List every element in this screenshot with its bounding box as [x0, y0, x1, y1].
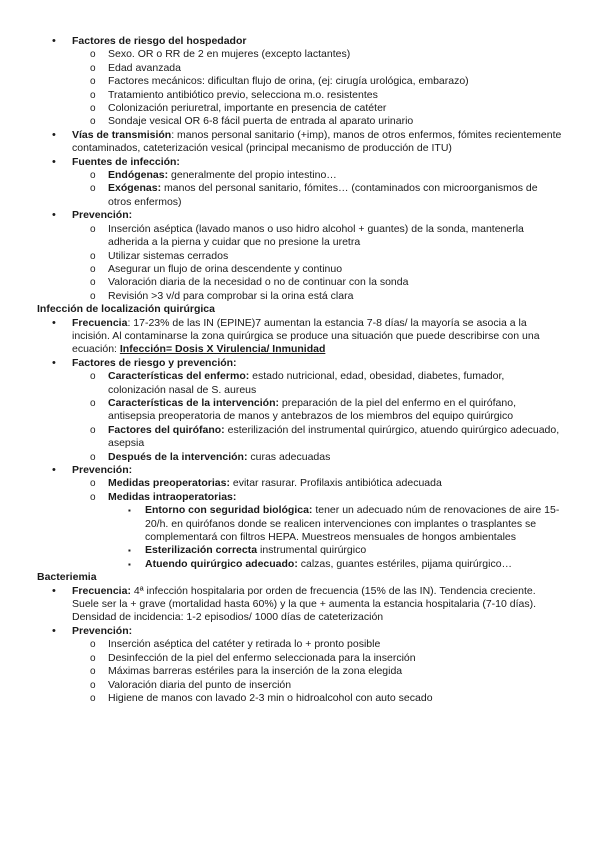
bullet-icon: o	[90, 424, 96, 436]
list-item	[0, 75, 599, 88]
text-run: Vías de transmisión	[72, 128, 172, 141]
bullet-icon: o	[90, 397, 96, 409]
bullet-icon: o	[90, 263, 96, 275]
bullet-icon: o	[90, 491, 96, 503]
list-item	[0, 250, 599, 263]
text-run: Fuentes de infección:	[72, 155, 180, 168]
bullet-icon: o	[90, 183, 96, 195]
list-item	[0, 102, 599, 115]
bullet-icon: ▪	[128, 559, 131, 569]
list-item	[0, 638, 599, 651]
text-run: Infección de localización quirúrgica	[37, 303, 215, 316]
text-run: Prevención:	[72, 464, 133, 476]
bullet-icon: o	[90, 223, 96, 235]
bullet-icon: •	[52, 128, 56, 141]
text-run: Factores de riesgo y prevención:	[72, 356, 237, 369]
list-item	[0, 679, 599, 692]
list-item	[0, 223, 599, 250]
bullet-icon: o	[90, 62, 96, 74]
list-item	[0, 477, 599, 490]
text-run: Después de la intervención:	[108, 450, 248, 463]
text-run: esterilización del instrumental quirúrgico, atuendo quirúrgico adecuado, asepsia	[108, 423, 560, 450]
section-heading	[0, 571, 599, 584]
bullet-icon: o	[90, 451, 96, 463]
list-item	[0, 585, 599, 625]
list-item	[0, 48, 599, 61]
list-item	[0, 263, 599, 276]
text-run: Inserción aséptica (lavado manos o uso hidro alcohol + guantes) de la sonda, mantenerla adherida a la pierna y cuidar que no presione la uretra	[108, 222, 524, 249]
text-run: Máximas barreras estériles para la inserción de la zona elegida	[108, 665, 403, 678]
list-item	[0, 544, 599, 557]
text-run: preparación de la piel del enfermo en el quirófano, antisepsia preoperatoria de manos y antebrazos de los miembros del equipo quirúrgico	[108, 396, 516, 423]
text-run: Utilizar sistemas cerrados	[108, 249, 229, 262]
list-item	[0, 62, 599, 75]
text-run: Infección= Dosis X Virulencia/ Inmunidad	[119, 343, 326, 356]
list-item	[0, 558, 599, 571]
text-run: instrumental quirúrgico	[257, 544, 367, 557]
bullet-icon: •	[52, 356, 56, 369]
text-run: evitar rasurar. Profilaxis antibiótica adecuada	[229, 477, 442, 490]
list-item	[0, 115, 599, 128]
text-run: tener un adecuado núm de renovaciones de aire 15-20/h. en quirófanos donde se realicen intervenciones con implantes o trasplantes se complementará con filtros HEPA. Muestreos mensuales de hongos ambientales	[145, 504, 560, 544]
text-run: Valoración diaria de la necesidad o no de continuar con la sonda	[108, 276, 409, 289]
list-item	[0, 276, 599, 289]
list-item	[0, 290, 599, 303]
text-run: Frecuencia:	[72, 584, 131, 597]
text-run: Medidas intraoperatorias:	[108, 490, 237, 503]
bullet-icon: o	[90, 679, 96, 691]
bullet-icon: o	[90, 290, 96, 302]
bullet-icon: ▪	[128, 506, 131, 516]
text-run: Factores mecánicos: dificultan flujo de orina, (ej: cirugía urológica, embarazo)	[108, 75, 469, 88]
text-run: Prevención:	[72, 209, 133, 222]
bullet-icon: o	[90, 89, 96, 101]
text-run: Edad avanzada	[108, 61, 181, 74]
list-item	[0, 35, 599, 48]
text-run: Atuendo quirúrgico adecuado:	[145, 557, 298, 570]
list-item	[0, 182, 599, 209]
text-run: Factores de riesgo del hospedador	[72, 35, 247, 47]
list-item	[0, 370, 599, 397]
bullet-icon: •	[52, 155, 56, 168]
text-run: Características de la intervención:	[108, 396, 279, 409]
list-item	[0, 209, 599, 222]
text-run: 4ª infección hospitalaria por orden de frecuencia (15% de las IN). Tendencia creciente. Suele ser la + grave (mortalidad hasta 60%) y la que + aumenta la estancia hospitalaria (7-10 días). Densidad de incidencia: 1-2 episodios/ 1000 días de cateterización	[72, 584, 537, 624]
list-item	[0, 89, 599, 102]
bullet-icon: o	[90, 277, 96, 289]
bullet-icon: o	[90, 116, 96, 128]
bullet-icon: •	[52, 209, 56, 222]
list-item	[0, 129, 599, 156]
text-run: generalmente del propio intestino…	[168, 169, 337, 182]
document-body	[0, 35, 599, 705]
list-item	[0, 397, 599, 424]
text-run: estado nutricional, edad, obesidad, diabetes, fumador, colonización nasal de S. aureus	[108, 370, 505, 396]
text-run: Bacteriemia	[37, 571, 97, 584]
text-run: Colonización periuretral, importante en presencia de catéter	[108, 102, 387, 115]
list-item	[0, 504, 599, 544]
text-run: Esterilización correcta	[145, 544, 258, 557]
text-run: Desinfección de la piel del enfermo seleccionada para la inserción	[108, 651, 416, 664]
list-item	[0, 424, 599, 451]
bullet-icon: •	[52, 464, 56, 476]
text-run: Valoración diaria del punto de inserción	[108, 678, 292, 691]
bullet-icon: •	[52, 35, 56, 47]
text-run: curas adecuadas	[247, 450, 331, 463]
list-item	[0, 169, 599, 182]
bullet-icon: ▪	[128, 546, 131, 556]
text-run: Revisión >3 v/d para comprobar si la orina está clara	[108, 289, 354, 302]
list-item	[0, 317, 599, 357]
bullet-icon: o	[90, 49, 96, 61]
text-run: : 17-23% de las IN (EPINE)7 aumentan la estancia 7-8 días/ la mayoría se asocia a la incisión. Al contaminarse la zona quirúrgica se produce una situación que puede describirse con una ecuación:	[72, 316, 540, 356]
text-run: Endógenas:	[108, 169, 169, 182]
text-run: Factores del quirófano:	[108, 423, 225, 436]
list-item	[0, 665, 599, 678]
text-run: Inserción aséptica del catéter y retirada lo + pronto posible	[108, 638, 381, 651]
list-item	[0, 156, 599, 169]
list-item	[0, 357, 599, 370]
text-run: Frecuencia	[72, 316, 128, 329]
text-run: Higiene de manos con lavado 2-3 min o hidroalcohol con auto secado	[108, 691, 433, 704]
text-run: Entorno con seguridad biológica:	[145, 504, 313, 517]
text-run: Sondaje vesical OR 6-8 fácil puerta de entrada al aparato urinario	[108, 115, 414, 128]
bullet-icon: •	[52, 624, 56, 637]
text-run: Sexo. OR o RR de 2 en mujeres (excepto lactantes)	[108, 48, 351, 61]
bullet-icon: o	[90, 478, 96, 490]
list-item	[0, 625, 599, 638]
text-run: Asegurar un flujo de orina descendente y continuo	[108, 262, 343, 275]
list-item	[0, 652, 599, 665]
text-run: Exógenas:	[108, 182, 162, 195]
text-run: Características del enfermo:	[108, 370, 250, 383]
bullet-icon: o	[90, 666, 96, 678]
section-heading	[0, 303, 599, 316]
text-run: Prevención:	[72, 624, 133, 637]
list-item	[0, 464, 599, 477]
bullet-icon: •	[52, 584, 56, 597]
list-item	[0, 451, 599, 464]
bullet-icon: o	[90, 371, 96, 383]
list-item	[0, 692, 599, 705]
list-item	[0, 491, 599, 504]
bullet-icon: o	[90, 103, 96, 115]
text-run: Tratamiento antibiótico previo, selecciona m.o. resistentes	[108, 88, 378, 101]
bullet-icon: •	[52, 316, 56, 329]
bullet-icon: o	[90, 250, 96, 262]
bullet-icon: o	[90, 76, 96, 88]
text-run: : manos personal sanitario (+imp), manos de otros enfermos, fómites recientemente contaminados, cateterización vesical (principal mecanismo de producción de ITU)	[72, 128, 562, 155]
text-run: Medidas preoperatorias:	[108, 477, 230, 490]
text-run: manos del personal sanitario, fómites… (contaminados con microorganismos de otros enfermos)	[108, 182, 538, 208]
text-run: calzas, guantes estériles, pijama quirúrgico…	[297, 557, 513, 570]
bullet-icon: o	[90, 692, 96, 704]
bullet-icon: o	[90, 170, 96, 182]
bullet-icon: o	[90, 639, 96, 651]
bullet-icon: o	[90, 652, 96, 664]
